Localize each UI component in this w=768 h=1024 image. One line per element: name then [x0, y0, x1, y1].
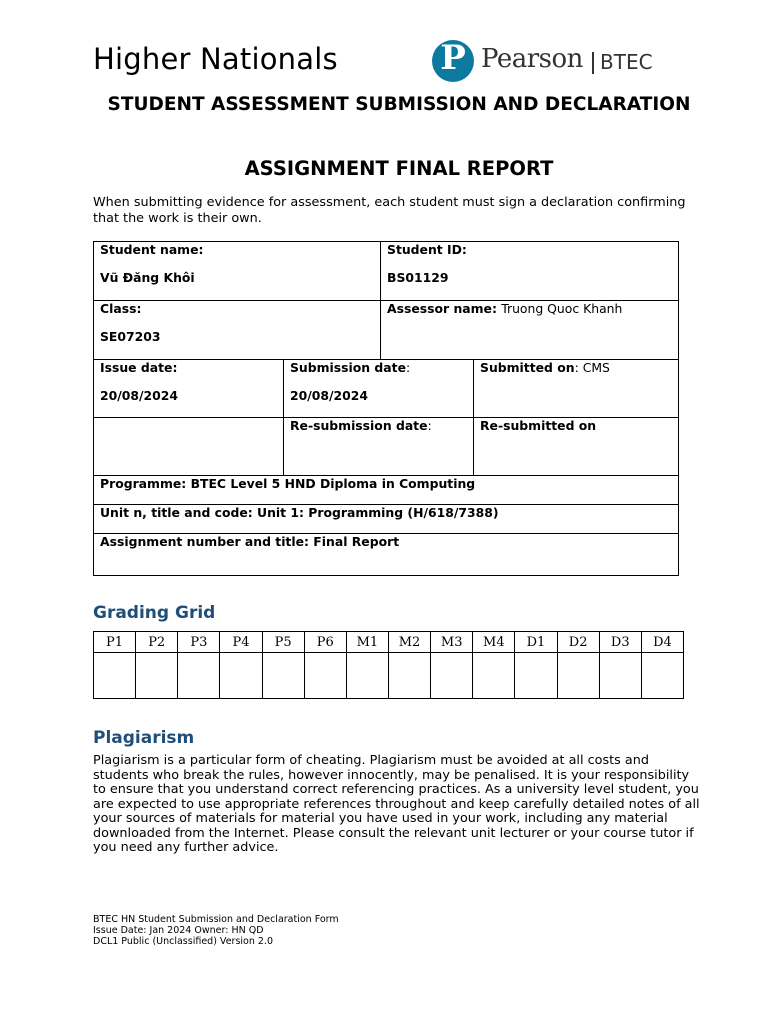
issue-date-value: 20/08/2024 — [100, 388, 179, 403]
grade-cell-p6 — [304, 653, 346, 699]
student-name-value: Vũ Đăng Khôi — [100, 270, 195, 285]
submitted-on-value: CMS — [582, 360, 610, 375]
student-name-cell — [94, 242, 381, 301]
grade-header-p2: P2 — [136, 632, 178, 653]
issue-date-label: Issue date: — [100, 360, 178, 375]
assignment-label: Assignment number and title: — [100, 534, 309, 549]
grade-header-d2: D2 — [557, 632, 599, 653]
logo-divider — [592, 52, 594, 74]
report-title: ASSIGNMENT FINAL REPORT — [244, 157, 554, 180]
grade-cell-p1 — [94, 653, 136, 699]
grade-header-m3: M3 — [431, 632, 473, 653]
grade-header-m4: M4 — [473, 632, 515, 653]
assessor-label: Assessor name: — [387, 301, 497, 316]
grade-cell-m2 — [388, 653, 430, 699]
resubmitted-on-cell — [474, 418, 679, 476]
empty-cell — [94, 418, 284, 476]
footer-line-1: BTEC HN Student Submission and Declaration Form — [93, 914, 339, 925]
grading-grid-heading: Grading Grid — [93, 603, 216, 623]
grade-cell-m1 — [346, 653, 388, 699]
resubmitted-on-label: Re-submitted on — [480, 418, 597, 433]
grading-grid-table — [93, 631, 684, 699]
grade-header-d4: D4 — [641, 632, 683, 653]
submission-details-table — [93, 241, 679, 576]
resubmission-date-label: Re-submission date — [290, 418, 428, 433]
class-value: SE07203 — [100, 329, 161, 344]
assignment-cell — [94, 534, 679, 576]
document-footer — [93, 914, 339, 948]
footer-line-2: Issue Date: Jan 2024 Owner: HN QD — [93, 925, 264, 937]
grade-cell-p4 — [220, 653, 262, 699]
student-name-label: Student name: — [100, 242, 204, 257]
student-id-cell — [381, 242, 679, 301]
programme-cell — [94, 476, 679, 505]
programme-label: Programme: — [100, 476, 187, 491]
assessor-cell — [381, 301, 679, 360]
grade-cell-d2 — [557, 653, 599, 699]
grading-header-row — [94, 632, 684, 653]
programme-value: BTEC Level 5 HND Diploma in Computing — [190, 476, 476, 491]
submission-date-cell: Submission date: 20/08/2024 — [284, 360, 474, 418]
class-label: Class: — [100, 301, 142, 316]
unit-value: Unit 1: Programming (H/618/7388) — [257, 505, 499, 520]
grading-result-row — [94, 653, 684, 699]
grade-cell-d1 — [515, 653, 557, 699]
logo-btec-text: BTEC — [600, 50, 653, 74]
submission-date-value: 20/08/2024 — [290, 388, 369, 403]
grade-header-d1: D1 — [515, 632, 557, 653]
grade-cell-d3 — [599, 653, 641, 699]
submission-date-label: Submission date — [290, 360, 406, 375]
pearson-logo-icon: P — [432, 40, 474, 82]
grade-cell-p3 — [178, 653, 220, 699]
grade-header-p4: P4 — [220, 632, 262, 653]
submitted-on-cell: Submitted on: CMS — [474, 360, 679, 418]
plagiarism-heading: Plagiarism — [93, 728, 195, 748]
grade-header-d3: D3 — [599, 632, 641, 653]
grade-header-p3: P3 — [178, 632, 220, 653]
footer-line-3: DCL1 Public (Unclassified) Version 2.0 — [93, 936, 273, 948]
plagiarism-text: Plagiarism is a particular form of cheating. Plagiarism must be avoided at all costs and students who break the rules, however innocently, may be penalised. It is your responsibility to ensure that you understand correct referencing practices. As a university level student, you are expected to use appropriate references throughout and keep carefully detailed notes of all your sources of materials for material you have used in your work, including any material downloaded from the Internet. Please consult the relevant unit lecturer or your course tutor if you need any further advice. — [93, 753, 700, 855]
grade-cell-m3 — [431, 653, 473, 699]
pearson-btec-logo — [432, 40, 672, 84]
class-cell — [94, 301, 381, 360]
student-id-value: BS01129 — [387, 270, 449, 285]
grade-header-p1: P1 — [94, 632, 136, 653]
assignment-value: Final Report — [313, 534, 400, 549]
grade-cell-p5 — [262, 653, 304, 699]
assessor-value: Truong Quoc Khanh — [501, 301, 623, 316]
intro-text: When submitting evidence for assessment, each student must sign a declaration confirming that the work is their own. — [93, 195, 686, 226]
unit-cell — [94, 505, 679, 534]
grade-header-p6: P6 — [304, 632, 346, 653]
resubmission-date-cell: Re-submission date: — [284, 418, 474, 476]
brand-title: Higher Nationals — [93, 42, 338, 76]
form-title: STUDENT ASSESSMENT SUBMISSION AND DECLARATION — [107, 94, 691, 115]
grade-header-m1: M1 — [346, 632, 388, 653]
student-id-label: Student ID: — [387, 242, 467, 257]
issue-date-cell — [94, 360, 284, 418]
grade-cell-p2 — [136, 653, 178, 699]
unit-label: Unit n, title and code: — [100, 505, 253, 520]
grade-cell-m4 — [473, 653, 515, 699]
grade-header-m2: M2 — [388, 632, 430, 653]
grade-header-p5: P5 — [262, 632, 304, 653]
logo-wordmark: Pearson — [481, 44, 583, 74]
submitted-on-label: Submitted on — [480, 360, 575, 375]
grade-cell-d4 — [641, 653, 683, 699]
